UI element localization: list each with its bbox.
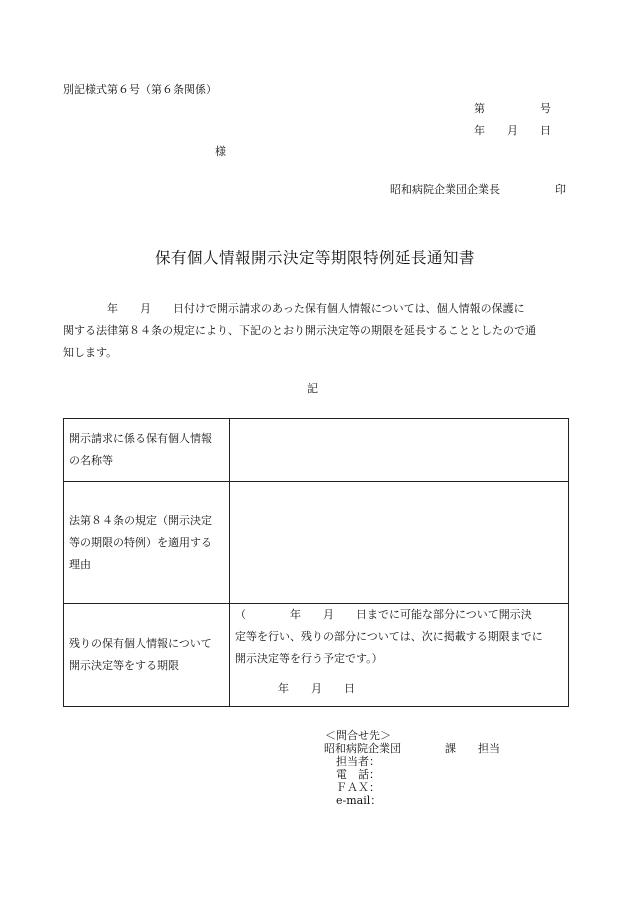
row-label-document-name: 開示請求に係る保有個人情報 の名称等 xyxy=(64,419,230,482)
row-label-reason: 法第８４条の規定（開示決定 等の期限の特例）を適用する 理由 xyxy=(64,482,230,604)
table-row xyxy=(64,419,569,482)
body-line: 関する法律第８４条の規定により、下記のとおり開示決定等の期限を延長することとしたので通 xyxy=(63,324,536,337)
contact-phone: 電 話： xyxy=(336,768,380,781)
info-table xyxy=(63,418,569,707)
issue-date: 年 月 日 xyxy=(474,124,551,137)
row-value-document-name xyxy=(230,419,569,482)
seal-mark: 印 xyxy=(555,183,566,196)
table-row xyxy=(64,604,569,707)
contact-org: 昭和病院企業団 課 担当 xyxy=(324,742,500,755)
ki-mark: 記 xyxy=(307,382,318,395)
body-paragraph xyxy=(63,298,568,364)
document-number: 第 号 xyxy=(474,102,551,115)
contact-email: e-mail： xyxy=(336,794,382,807)
form-number: 別記様式第６号（第６条関係） xyxy=(63,83,217,96)
table-row xyxy=(64,482,569,604)
row-label-deadline: 残りの保有個人情報について 開示決定等をする期限 xyxy=(64,604,230,707)
contact-fax: ＦＡＸ： xyxy=(336,781,380,794)
contact-block xyxy=(325,729,500,807)
row-value-deadline: （ 年 月 日までに可能な部分について開示決 定等を行い、残りの部分については、次に掲載する期限までに 開示決定等を行う予定です。） 年 月 日 xyxy=(230,604,569,707)
document-title: 保有個人情報開示決定等期限特例延長通知書 xyxy=(154,249,475,267)
issuer-name: 昭和病院企業団企業長 xyxy=(390,183,500,196)
addressee-suffix: 様 xyxy=(215,145,226,158)
contact-person: 担当者： xyxy=(336,755,380,768)
body-line: 年 月 日付けで開示請求のあった保有個人情報については、個人情報の保護に xyxy=(63,302,525,315)
contact-heading: ＜問合せ先＞ xyxy=(325,729,391,742)
row-value-reason xyxy=(230,482,569,604)
deadline-date: 年 月 日 xyxy=(278,682,355,695)
body-line: 知します。 xyxy=(63,346,118,359)
